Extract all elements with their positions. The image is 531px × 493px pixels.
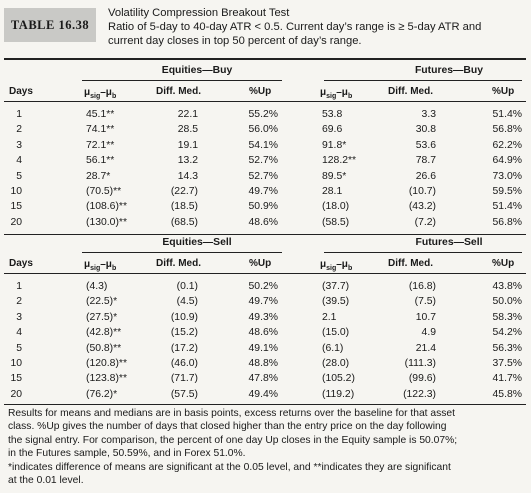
cell-futures-up: 62.2%: [492, 139, 522, 151]
row-days: 10: [10, 358, 22, 369]
table-title: [108, 6, 528, 48]
footnote-line: in the Futures sample, 50.59%, and in Forex 51.0%.: [8, 448, 246, 460]
cell-equities-mean-diff: (50.8)**: [86, 342, 122, 354]
mu-symbol: μ: [320, 259, 327, 270]
cell-futures-diff-med: 21.4: [415, 342, 436, 354]
cell-equities-mean-diff: (123.8)**: [86, 373, 128, 385]
cell-equities-up: 56.0%: [248, 124, 278, 136]
cell-futures-up: 45.8%: [492, 388, 522, 400]
cell-equities-up: 54.1%: [248, 139, 278, 151]
cell-futures-up: 51.4%: [492, 201, 522, 213]
row-days: 4: [16, 327, 22, 339]
top-rule: [4, 58, 526, 60]
cell-equities-up: 50.2%: [248, 281, 278, 292]
cell-equities-diff-med: 22.1: [177, 109, 198, 120]
cell-equities-up: 49.1%: [248, 342, 278, 354]
cell-futures-diff-med: 4.9: [421, 327, 436, 339]
cell-equities-up: 49.7%: [248, 186, 278, 197]
cell-futures-up: 56.8%: [492, 216, 522, 228]
cell-equities-mean-diff: (27.5)*: [86, 311, 118, 323]
cell-futures-mean-diff: 128.2**: [322, 155, 357, 167]
cell-equities-up: 52.7%: [248, 170, 278, 182]
row-days: 3: [16, 139, 22, 151]
row-days: 10: [10, 186, 22, 197]
cell-equities-diff-med: 28.5: [177, 124, 198, 136]
mu-subscript: sig: [326, 265, 337, 272]
mu-subscript: b: [347, 93, 353, 100]
column-header-futures-up: %Up: [492, 86, 515, 97]
mu-symbol: μ: [84, 259, 91, 270]
cell-futures-diff-med: 26.6: [415, 170, 436, 182]
cell-futures-diff-med: 3.3: [421, 109, 436, 120]
cell-futures-up: 51.4%: [492, 109, 522, 120]
cell-futures-mean-diff: 28.1: [322, 186, 343, 197]
cell-equities-diff-med: 19.1: [177, 139, 198, 151]
cell-equities-diff-med: (18.5): [170, 201, 198, 213]
table-label: TABLE 16.38: [4, 8, 96, 42]
row-days: 3: [16, 311, 22, 323]
footnote-line: *indicates difference of means are significant at the 0.05 level, and **indicates they are significant: [8, 461, 451, 473]
cell-futures-mean-diff: (18.0): [322, 201, 350, 213]
cell-futures-up: 64.9%: [492, 155, 522, 167]
footnote-line: class. %Up gives the number of days that closed higher than the entry price on the day following: [8, 421, 447, 433]
row-days: 15: [10, 373, 22, 385]
column-header-futures-diff-med: Diff. Med.: [388, 86, 433, 97]
cell-equities-diff-med: (71.7): [170, 373, 198, 385]
mu-subscript: b: [111, 93, 117, 100]
mu-subscript: b: [111, 265, 117, 272]
row-days: 5: [16, 342, 22, 354]
column-header-equities-diff-med: Diff. Med.: [156, 86, 201, 97]
column-header-futures-mean-diff: [320, 259, 352, 272]
column-header-equities-up: %Up: [249, 258, 272, 269]
cell-equities-mean-diff: 45.1**: [86, 109, 115, 120]
cell-futures-diff-med: 53.6: [415, 139, 436, 151]
column-header-futures-up: %Up: [492, 258, 515, 269]
cell-futures-up: 59.5%: [492, 186, 522, 197]
cell-equities-mean-diff: 28.7*: [86, 170, 111, 182]
cell-futures-up: 56.8%: [492, 124, 522, 136]
group-title-futures: Futures—Buy: [414, 65, 484, 76]
row-days: 2: [16, 296, 22, 308]
cell-equities-diff-med: (46.0): [170, 358, 198, 369]
row-days: 5: [16, 170, 22, 182]
mu-symbol: μ: [320, 87, 327, 98]
cell-futures-up: 54.2%: [492, 327, 522, 339]
cell-futures-mean-diff: 91.8*: [322, 139, 347, 151]
footnote-line: the signal entry. For comparison, the percent of one day Up closes in the Equity sample is 50.07%;: [8, 434, 458, 446]
cell-equities-diff-med: (57.5): [170, 388, 198, 400]
title-line: Ratio of 5-day to 40-day ATR < 0.5. Current day’s range is ≥ 5-day ATR and: [108, 21, 482, 33]
row-days: 2: [16, 124, 22, 136]
mu-symbol: μ: [84, 87, 91, 98]
cell-futures-mean-diff: (105.2): [322, 373, 355, 385]
row-days: 20: [10, 388, 22, 400]
cell-futures-mean-diff: (39.5): [322, 296, 350, 308]
cell-futures-diff-med: (99.6): [408, 373, 436, 385]
mu-subscript: sig: [90, 265, 101, 272]
cell-futures-diff-med: (7.5): [414, 296, 436, 308]
column-header-days: Days: [9, 86, 33, 97]
cell-equities-diff-med: (15.2): [170, 327, 198, 339]
cell-equities-mean-diff: 72.1**: [86, 139, 115, 151]
table-footnote: [8, 407, 526, 487]
row-days: 1: [16, 281, 22, 292]
cell-equities-mean-diff: (22.5)*: [86, 296, 118, 308]
cell-futures-diff-med: (111.3): [404, 358, 436, 369]
group-rule-futures: [324, 252, 522, 253]
cell-equities-mean-diff: (42.8)**: [86, 327, 122, 339]
mu-subscript: sig: [90, 93, 101, 100]
column-header-rule: [4, 273, 526, 274]
cell-equities-up: 47.8%: [248, 373, 278, 385]
cell-futures-diff-med: 10.7: [415, 311, 436, 323]
cell-equities-mean-diff: (120.8)**: [86, 358, 128, 369]
column-header-equities-mean-diff: [84, 87, 116, 100]
cell-futures-diff-med: (7.2): [414, 216, 436, 228]
cell-futures-diff-med: (10.7): [408, 186, 436, 197]
mu-subscript: sig: [326, 93, 337, 100]
group-rule-equities: [82, 252, 282, 253]
cell-futures-mean-diff: (15.0): [322, 327, 350, 339]
cell-equities-up: 48.8%: [248, 358, 278, 369]
column-header-rule: [4, 101, 526, 102]
cell-equities-mean-diff: (108.6)**: [86, 201, 128, 213]
cell-equities-up: 55.2%: [248, 109, 278, 120]
cell-futures-up: 41.7%: [492, 373, 522, 385]
group-title-equities: Equities—Sell: [162, 237, 232, 248]
cell-futures-mean-diff: 89.5*: [322, 170, 347, 182]
title-line: current day closes in top 50 percent of day’s range.: [108, 35, 362, 47]
group-rule-futures: [324, 80, 522, 81]
cell-futures-up: 50.0%: [492, 296, 522, 308]
buy-section: [4, 64, 526, 232]
cell-futures-mean-diff: (58.5): [322, 216, 350, 228]
footnote-line: Results for means and medians are in basis points, excess returns over the baseline for that asset: [8, 408, 455, 419]
cell-equities-diff-med: (68.5): [170, 216, 198, 228]
cell-futures-mean-diff: (28.0): [322, 358, 350, 369]
cell-futures-mean-diff: 53.8: [322, 109, 343, 120]
mu-symbol: –μ: [336, 87, 348, 98]
group-title-futures: Futures—Sell: [415, 237, 483, 248]
cell-equities-up: 49.7%: [248, 296, 278, 308]
column-header-futures-diff-med: Diff. Med.: [388, 258, 433, 269]
cell-equities-diff-med: 13.2: [177, 155, 198, 167]
cell-futures-diff-med: (122.3): [403, 388, 436, 400]
table-header: [0, 0, 531, 58]
cell-equities-diff-med: (22.7): [170, 186, 198, 197]
mu-subscript: b: [347, 265, 353, 272]
group-rule-equities: [82, 80, 282, 81]
cell-equities-diff-med: (0.1): [176, 281, 198, 292]
mu-symbol: –μ: [100, 87, 112, 98]
cell-equities-up: 49.3%: [248, 311, 278, 323]
cell-futures-diff-med: (16.8): [408, 281, 436, 292]
cell-equities-diff-med: (10.9): [170, 311, 198, 323]
cell-equities-mean-diff: 56.1**: [86, 155, 115, 167]
cell-equities-up: 48.6%: [248, 327, 278, 339]
cell-futures-diff-med: (43.2): [408, 201, 436, 213]
footnote-line: at the 0.01 level.: [8, 475, 84, 487]
bottom-rule: [4, 404, 526, 405]
cell-equities-up: 50.9%: [248, 201, 278, 213]
column-header-equities-up: %Up: [249, 86, 272, 97]
cell-equities-diff-med: (4.5): [176, 296, 198, 308]
cell-futures-up: 56.3%: [492, 342, 522, 354]
column-header-futures-mean-diff: [320, 87, 352, 100]
column-header-equities-diff-med: Diff. Med.: [156, 258, 201, 269]
cell-equities-up: 52.7%: [248, 155, 278, 167]
column-header-days: Days: [9, 258, 33, 269]
row-days: 15: [10, 201, 22, 213]
cell-futures-up: 58.3%: [492, 311, 522, 323]
cell-futures-diff-med: 78.7: [415, 155, 436, 167]
cell-equities-diff-med: (17.2): [170, 342, 198, 354]
cell-equities-mean-diff: (4.3): [86, 281, 108, 292]
section-divider-rule: [4, 234, 526, 235]
title-line: Volatility Compression Breakout Test: [108, 7, 290, 19]
cell-futures-up: 37.5%: [492, 358, 522, 369]
cell-equities-mean-diff: 74.1**: [86, 124, 115, 136]
group-title-equities: Equities—Buy: [161, 65, 233, 76]
cell-futures-diff-med: 30.8: [415, 124, 436, 136]
cell-equities-mean-diff: (130.0)**: [86, 216, 128, 228]
cell-equities-up: 49.4%: [248, 388, 278, 400]
cell-equities-mean-diff: (76.2)*: [86, 388, 118, 400]
mu-symbol: –μ: [336, 259, 348, 270]
row-days: 1: [16, 109, 22, 120]
cell-futures-up: 43.8%: [492, 281, 522, 292]
cell-futures-mean-diff: 2.1: [322, 311, 337, 323]
cell-futures-mean-diff: 69.6: [322, 124, 343, 136]
cell-equities-mean-diff: (70.5)**: [86, 186, 122, 197]
cell-futures-up: 73.0%: [492, 170, 522, 182]
cell-futures-mean-diff: (6.1): [322, 342, 344, 354]
row-days: 20: [10, 216, 22, 228]
column-header-equities-mean-diff: [84, 259, 116, 272]
cell-futures-mean-diff: (119.2): [322, 388, 355, 400]
cell-equities-up: 48.6%: [248, 216, 278, 228]
cell-equities-diff-med: 14.3: [177, 170, 198, 182]
sell-section: [4, 236, 526, 404]
mu-symbol: –μ: [100, 259, 112, 270]
row-days: 4: [16, 155, 22, 167]
cell-futures-mean-diff: (37.7): [322, 281, 350, 292]
